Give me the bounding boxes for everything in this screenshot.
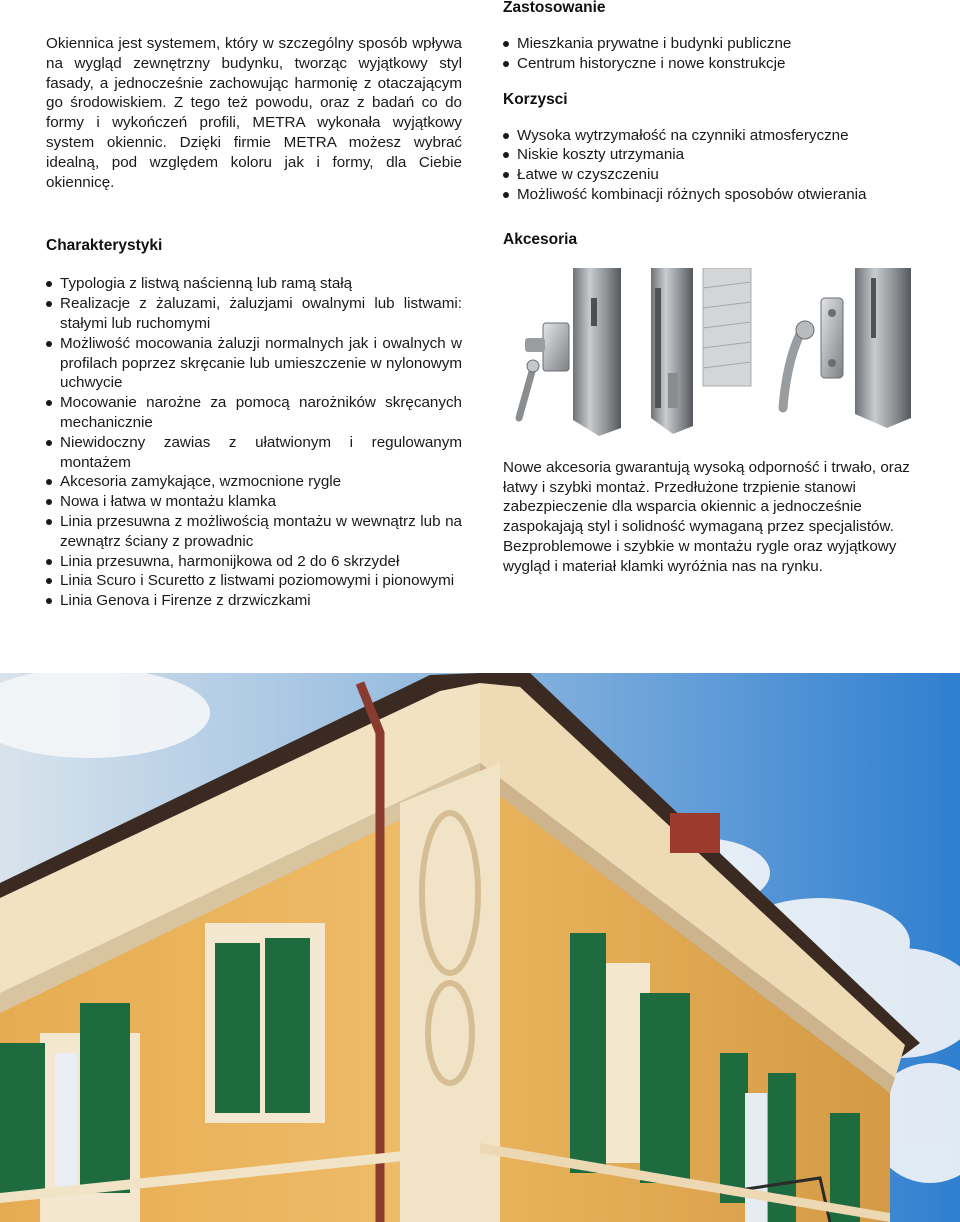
list-item: Wysoka wytrzymałość na czynniki atmosferyczne [503,126,923,146]
application-list [503,34,923,74]
list-item: Mieszkania prywatne i budynki publiczne [503,34,923,54]
list-item: Łatwe w czyszczeniu [503,165,923,185]
list-item: Niskie koszty utrzymania [503,145,923,165]
list-item: Akcesoria zamykające, wzmocnione rygle [46,472,462,492]
accessories-image [503,268,923,438]
benefits-list [503,126,923,205]
list-item: Realizacje z żaluzami, żaluzjami owalnymi lub listwami: stałymi lub ruchomymi [46,294,462,334]
handle-accessory [783,268,911,428]
benefits-title: Korzysci [503,90,568,108]
list-item: Linia Genova i Firenze z drzwiczkami [46,591,462,611]
intro-paragraph: Okiennica jest systemem, który w szczególny sposób wpływa na wygląd zewnętrzny budynku, tworząc wyjątkowy styl fasady, a jednocześnie zachowując harmonię z otaczającym go środowiskiem. Z tego też powodu, oraz z badań co do formy i wykończeń profili, METRA wykonała wyjątkowy system okiennic. Dzięki firmie METRA możesz wybrać idealną, pod względem koloru jak i formy, dla Ciebie okiennicę. [46,35,462,191]
list-item: Nowa i łatwa w montażu klamka [46,492,462,512]
list-item: Linia Scuro i Scuretto z listwami poziomowymi i pionowymi [46,571,462,591]
list-item: Typologia z listwą naścienną lub ramą stałą [46,274,462,294]
characteristics-title: Charakterystyki [46,237,163,255]
hinge-accessory [519,268,621,436]
application-title: Zastosowanie [503,0,606,16]
accessories-title: Akcesoria [503,230,578,248]
building-photo [0,673,960,1222]
list-item: Linia przesuwna, harmonijkowa od 2 do 6 skrzydeł [46,552,462,572]
list-item: Możliwość mocowania żaluzji normalnych jak i owalnych w profilach poprzez skręcanie lub umieszczenie w nylonowym uchwycie [46,334,462,393]
list-item: Niewidoczny zawias z ułatwionym i regulowanym montażem [46,433,462,473]
right-column [503,0,923,577]
list-item: Możliwość kombinacji różnych sposobów otwierania [503,185,923,205]
accessories-paragraph: Nowe akcesoria gwarantują wysoką odporność i trwało, oraz łatwy i szybki montaż. Przedłużone trzpienie stanowi zabezpieczenie dla wsparcia okiennic a jednocześnie zaspokajają styl i solidność wymaganą przez specjalistów. Bezproblemowe i szybkie w montażu rygle oraz wyjątkowy wygląd i materiał klamki wyróżnia nas na rynku. [503,458,910,575]
list-item: Linia przesuwna z możliwością montażu w wewnątrz lub na zewnątrz ściany z prowadnic [46,512,462,552]
list-item: Centrum historyczne i nowe konstrukcje [503,54,923,74]
list-item: Mocowanie narożne za pomocą narożników skręcanych mechanicznie [46,393,462,433]
shutter-profile-accessory [651,268,751,434]
characteristics-list [46,274,462,611]
left-column [46,34,462,611]
